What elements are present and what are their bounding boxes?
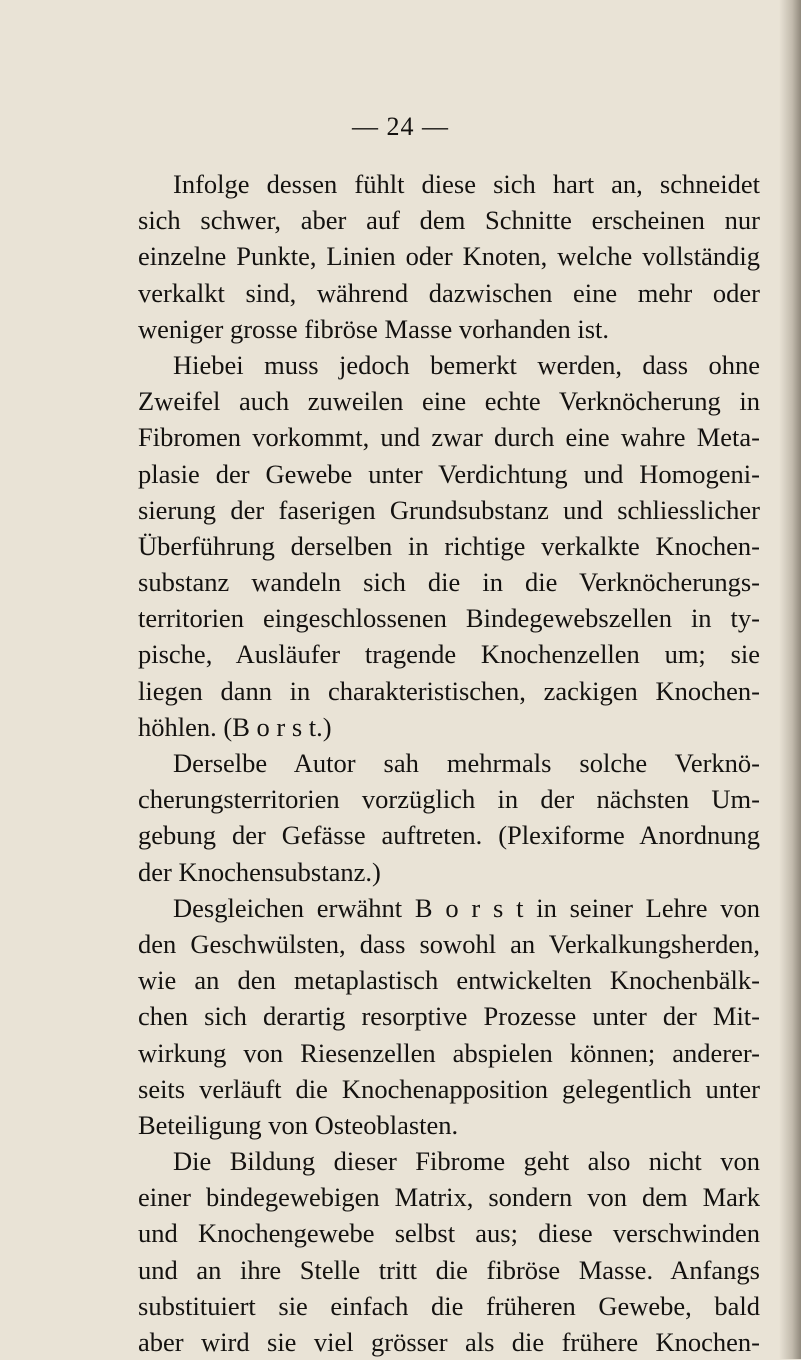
text-line: wie an den metaplastisch entwickelten Knochenbälk- — [138, 965, 760, 996]
text-line: weniger grosse fibröse Masse vorhanden ist. — [138, 313, 609, 344]
text-line: höhlen. (B o r s t.) — [138, 711, 332, 742]
page-edge-shadow — [779, 0, 801, 1359]
text-line: Überführung derselben in richtige verkalkte Knochen- — [138, 530, 760, 561]
text-line: territorien eingeschlossenen Bindegewebszellen in ty- — [138, 603, 760, 634]
text-line: Fibromen vorkommt, und zwar durch eine wahre Meta- — [138, 422, 760, 453]
text-line: den Geschwülsten, dass sowohl an Verkalkungsherden, — [138, 928, 760, 959]
text-line: gebung der Gefässe auftreten. (Plexiforme Anordnung — [138, 820, 760, 851]
text-line: sich schwer, aber auf dem Schnitte erscheinen nur — [138, 205, 760, 236]
page-number: — 24 — — [352, 112, 449, 141]
text-line: Infolge dessen fühlt diese sich hart an, schneidet — [173, 169, 760, 199]
text-line: und an ihre Stelle tritt die fibröse Masse. Anfangs — [138, 1254, 760, 1285]
text-line: wirkung von Riesenzellen abspielen können; anderer- — [138, 1037, 760, 1068]
text-line: Die Bildung dieser Fibrome geht also nicht von — [173, 1146, 760, 1177]
text-line: pische, Ausläufer tragende Knochenzellen um; sie — [138, 639, 760, 670]
text-line: Hiebei muss jedoch bemerkt werden, dass ohne — [173, 349, 760, 380]
text-line: substanz wandeln sich die in die Verknöcherungs- — [138, 567, 760, 598]
text-line: der Knochensubstanz.) — [138, 856, 381, 887]
text-line: Derselbe Autor sah mehrmals solche Verknö- — [173, 748, 760, 778]
text-line: einzelne Punkte, Linien oder Knoten, welche vollständig — [138, 241, 760, 272]
text-line: verkalkt sind, während dazwischen eine mehr oder — [138, 277, 760, 308]
text-line: cherungsterritorien vorzüglich in der nächsten Um- — [138, 784, 760, 815]
text-line: plasie der Gewebe unter Verdichtung und Homogeni- — [138, 458, 760, 489]
body-text — [138, 166, 760, 1360]
text-line: und Knochengewebe selbst aus; diese verschwinden — [138, 1218, 760, 1249]
text-line: substituiert sie einfach die früheren Gewebe, bald — [138, 1290, 760, 1321]
text-line: aber wird sie viel grösser als die frühere Knochen- — [138, 1327, 760, 1357]
text-line: chen sich derartig resorptive Prozesse unter der Mit- — [138, 1001, 760, 1032]
text-line: liegen dann in charakteristischen, zackigen Knochen- — [138, 675, 760, 706]
text-line: einer bindegewebigen Matrix, sondern von dem Mark — [138, 1182, 760, 1213]
text-line: Zweifel auch zuweilen eine echte Verknöcherung in — [138, 386, 760, 417]
text-line: sierung der faserigen Grundsubstanz und schliesslicher — [138, 494, 760, 525]
text-line: Beteiligung von Osteoblasten. — [138, 1109, 459, 1140]
text-line: Desgleichen erwähnt B o r s t in seiner Lehre von — [173, 892, 760, 923]
text-line: seits verläuft die Knochenapposition gelegentlich unter — [138, 1073, 760, 1104]
